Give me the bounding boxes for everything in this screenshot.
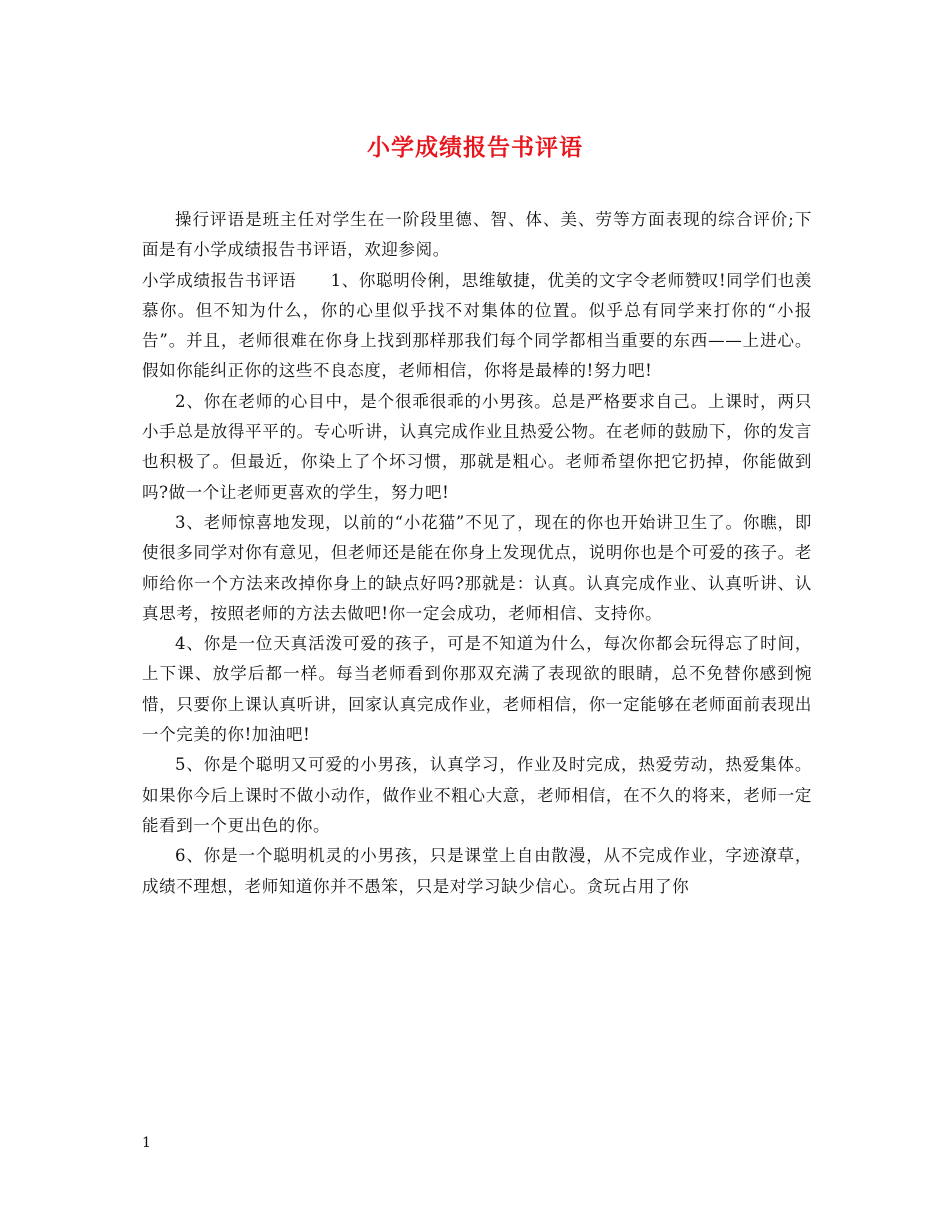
document-body — [142, 205, 812, 902]
comment-paragraph-2: 2、你在老师的心目中，是个很乖很乖的小男孩。总是严格要求自己。上课时，两只小手总是放得平平的。专心听讲，认真完成作业且热爱公物。在老师的鼓励下，你的发言也积极了。但最近，你染上了个坏习惯，那就是粗心。老师希望你把它扔掉，你能做到吗?做一个让老师更喜欢的学生，努力吧! — [142, 391, 812, 502]
comment-paragraph-3: 3、老师惊喜地发现，以前的“小花猫”不见了，现在的你也开始讲卫生了。你瞧，即使很多同学对你有意见，但老师还是能在你身上发现优点，说明你也是个可爱的孩子。老师给你一个方法来改掉你身上的缺点好吗?那就是：认真。认真完成作业、认真听讲、认真思考，按照老师的方法去做吧!你一定会成功，老师相信、支持你。 — [142, 512, 812, 623]
comment-paragraph-5: 5、你是个聪明又可爱的小男孩，认真学习，作业及时完成，热爱劳动，热爱集体。如果你今后上课时不做小动作，做作业不粗心大意，老师相信，在不久的将来，老师一定能看到一个更出色的你。 — [142, 755, 812, 835]
page-number: 1 — [142, 1135, 151, 1151]
document-title: 小学成绩报告书评语 — [367, 134, 583, 161]
comment-paragraph-1: 小学成绩报告书评语 1、你聪明伶俐，思维敏捷，优美的文字令老师赞叹!同学们也羡慕你。但不知为什么，你的心里似乎找不对集体的位置。似乎总有同学来打你的“小报告”。并且，老师很难在你身上找到那样那我们每个同学都相当重要的东西——上进心。假如你能纠正你的这些不良态度，老师相信，你将是最棒的!努力吧! — [142, 270, 812, 381]
comment-paragraph-6: 6、你是一个聪明机灵的小男孩，只是课堂上自由散漫，从不完成作业，字迹潦草，成绩不理想，老师知道你并不愚笨，只是对学习缺少信心。贪玩占用了你 — [142, 846, 812, 896]
comment-paragraph-4: 4、你是一位天真活泼可爱的孩子，可是不知道为什么，每次你都会玩得忘了时间，上下课、放学后都一样。每当老师看到你那双充满了表现欲的眼睛，总不免替你感到惋惜，只要你上课认真听讲，回家认真完成作业，老师相信，你一定能够在老师面前表现出一个完美的你!加油吧! — [142, 634, 812, 745]
intro-paragraph: 操行评语是班主任对学生在一阶段里德、智、体、美、劳等方面表现的综合评价;下面是有小学成绩报告书评语，欢迎参阅。 — [142, 210, 812, 260]
